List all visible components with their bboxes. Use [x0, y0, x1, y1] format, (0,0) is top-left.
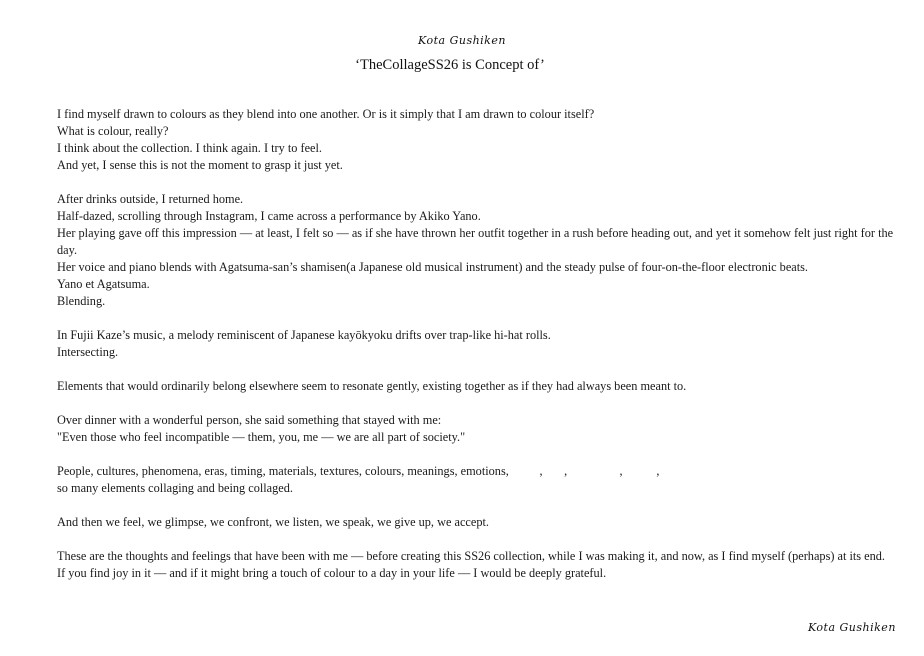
text-line: And then we feel, we glimpse, we confront, we listen, we speak, we give up, we accept.	[57, 515, 489, 529]
text-line: so many elements collaging and being collaged.	[57, 481, 293, 495]
text-line: After drinks outside, I returned home.	[57, 192, 244, 206]
text-line: Blending.	[57, 294, 106, 308]
paragraph-2	[57, 191, 902, 310]
text-line: Intersecting.	[57, 345, 119, 359]
document-body	[57, 106, 902, 582]
text-line: What is colour, really?	[57, 124, 169, 138]
signature-top: Kota Gushiken	[418, 34, 506, 47]
text-line: People, cultures, phenomena, eras, timing, materials, textures, colours, meanings, emotions, , , , ,	[57, 464, 660, 478]
paragraph-3	[57, 327, 902, 361]
text-line: In Fujii Kaze’s music, a melody reminiscent of Japanese kayōkyoku drifts over trap-like hi-hat rolls.	[57, 328, 551, 342]
paragraph-7	[57, 514, 902, 531]
paragraph-5	[57, 412, 902, 446]
text-line: "Even those who feel incompatible — them, you, me — we are all part of society."	[57, 430, 466, 444]
text-line: Half-dazed, scrolling through Instagram, I came across a performance by Akiko Yano.	[57, 209, 481, 223]
text-line: Yano et Agatsuma.	[57, 277, 150, 291]
text-line: These are the thoughts and feelings that have been with me — before creating this SS26 collection, while I was making it, and now, as I find myself (perhaps) at its end.	[57, 549, 885, 563]
document-title: ‘TheCollageSS26 is Concept of’	[355, 57, 545, 73]
paragraph-8	[57, 548, 902, 582]
text-line: Her voice and piano blends with Agatsuma-san’s shamisen(a Japanese old musical instrument) and the steady pulse of four-on-the-floor electronic beats.	[57, 260, 809, 274]
text-line: I think about the collection. I think again. I try to feel.	[57, 141, 322, 155]
signature-bottom: Kota Gushiken	[808, 621, 896, 634]
paragraph-4	[57, 378, 902, 395]
text-line: If you find joy in it — and if it might bring a touch of colour to a day in your life — I would be deeply grateful.	[57, 566, 607, 580]
text-line: Over dinner with a wonderful person, she said something that stayed with me:	[57, 413, 442, 427]
paragraph-1	[57, 106, 902, 174]
text-line: Elements that would ordinarily belong elsewhere seem to resonate gently, existing together as if they had always been meant to.	[57, 379, 687, 393]
text-line: I find myself drawn to colours as they blend into one another. Or is it simply that I am drawn to colour itself?	[57, 107, 595, 121]
text-line: Her playing gave off this impression — at least, I felt so — as if she have thrown her outfit together in a rush before heading out, and yet it somehow felt just right for the day.	[57, 226, 894, 257]
paragraph-6	[57, 463, 902, 497]
text-line: And yet, I sense this is not the moment to grasp it just yet.	[57, 158, 343, 172]
